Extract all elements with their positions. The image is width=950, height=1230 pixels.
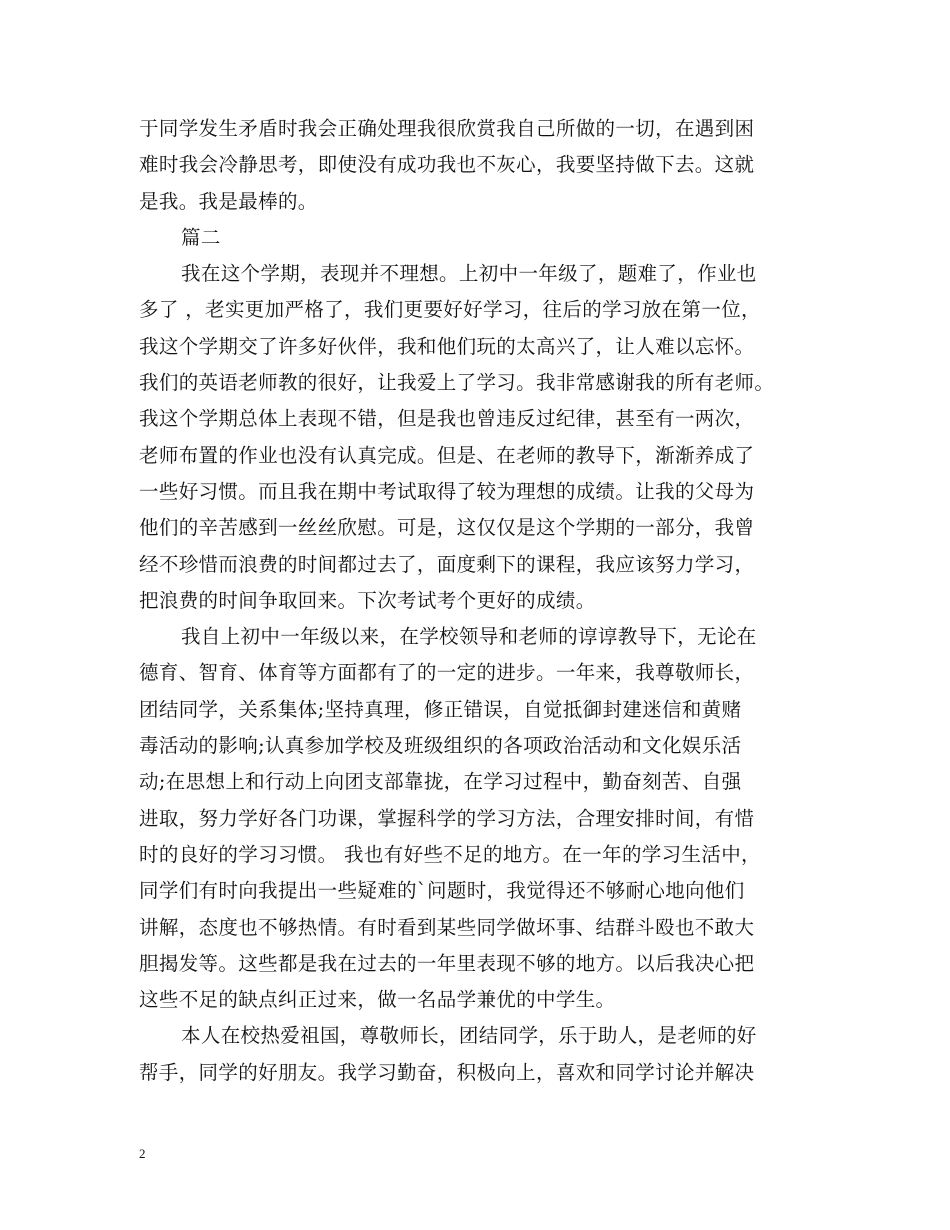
text-line: 我在这个学期，表现并不理想。上初中一年级了，题难了，作业也 bbox=[181, 262, 757, 286]
text-line: 团结同学，关系集体;坚持真理，修正错误，自觉抵御封建迷信和黄赌 bbox=[139, 697, 742, 721]
document-body bbox=[139, 111, 829, 1091]
text-line: 把浪费的时间争取回来。下次考试考个更好的成绩。 bbox=[139, 588, 596, 612]
text-line: 经不珍惜而浪费的时间都过去了，面度剩下的课程，我应该努力学习， bbox=[139, 552, 755, 576]
text-line: 多了 ，老实更加严格了，我们更要好好学习，往后的学习放在第一位， bbox=[139, 298, 761, 322]
text-line: 我这个学期交了许多好伙伴，我和他们玩的太高兴了，让人难以忘怀。 bbox=[139, 334, 755, 358]
text-line: 我自上初中一年级以来，在学校领导和老师的谆谆教导下，无论在 bbox=[181, 625, 757, 649]
text-line: 帮手，同学的好朋友。我学习勤奋，积极向上，喜欢和同学讨论并解决 bbox=[139, 1060, 755, 1084]
page-number: 2 bbox=[139, 1146, 146, 1161]
text-line: 我这个学期总体上表现不错，但是我也曾违反过纪律，甚至有一两次， bbox=[139, 407, 755, 431]
text-line: 本人在校热爱祖国，尊敬师长，团结同学，乐于助人，是老师的好 bbox=[181, 1024, 757, 1048]
text-line: 同学们有时向我提出一些疑难的`问题时，我觉得还不够耐心地向他们 bbox=[139, 879, 745, 903]
text-line: 讲解，态度也不够热情。有时看到某些同学做坏事、结群斗殴也不敢大 bbox=[139, 915, 755, 939]
text-line: 他们的辛苦感到一丝丝欣慰。可是，这仅仅是这个学期的一部分，我曾 bbox=[139, 516, 755, 540]
text-line: 是我。我是最棒的。 bbox=[139, 189, 318, 213]
text-line: 这些不足的缺点纠正过来，做一名品学兼优的中学生。 bbox=[139, 988, 616, 1012]
text-line: 篇二 bbox=[181, 225, 221, 249]
text-line: 进取，努力学好各门功课，掌握科学的学习方法，合理安排时间，有惜 bbox=[139, 806, 755, 830]
text-line: 德育、智育、体育等方面都有了的一定的进步。一年来，我尊敬师长， bbox=[139, 661, 755, 685]
text-line: 于同学发生矛盾时我会正确处理我很欣赏我自己所做的一切，在遇到困 bbox=[139, 117, 755, 140]
text-line: 时的良好的学习习惯。 我也有好些不足的地方。在一年的学习生活中， bbox=[139, 842, 761, 866]
text-line: 老师布置的作业也没有认真完成。但是、在老师的教导下，渐渐养成了 bbox=[139, 443, 755, 467]
text-line: 难时我会冷静思考，即使没有成功我也不灰心，我要坚持做下去。这就 bbox=[139, 153, 755, 177]
text-line: 胆揭发等。这些都是我在过去的一年里表现不够的地方。以后我决心把 bbox=[139, 951, 755, 975]
text-line: 我们的英语老师教的很好，让我爱上了学习。我非常感谢我的所有老师。 bbox=[139, 371, 775, 395]
text-line: 动;在思想上和行动上向团支部靠拢，在学习过程中，勤奋刻苦、自强 bbox=[139, 770, 742, 794]
text-line: 毒活动的影响;认真参加学校及班级组织的各项政治活动和文化娱乐活 bbox=[139, 734, 742, 758]
text-line: 一些好习惯。而且我在期中考试取得了较为理想的成绩。让我的父母为 bbox=[139, 479, 755, 503]
